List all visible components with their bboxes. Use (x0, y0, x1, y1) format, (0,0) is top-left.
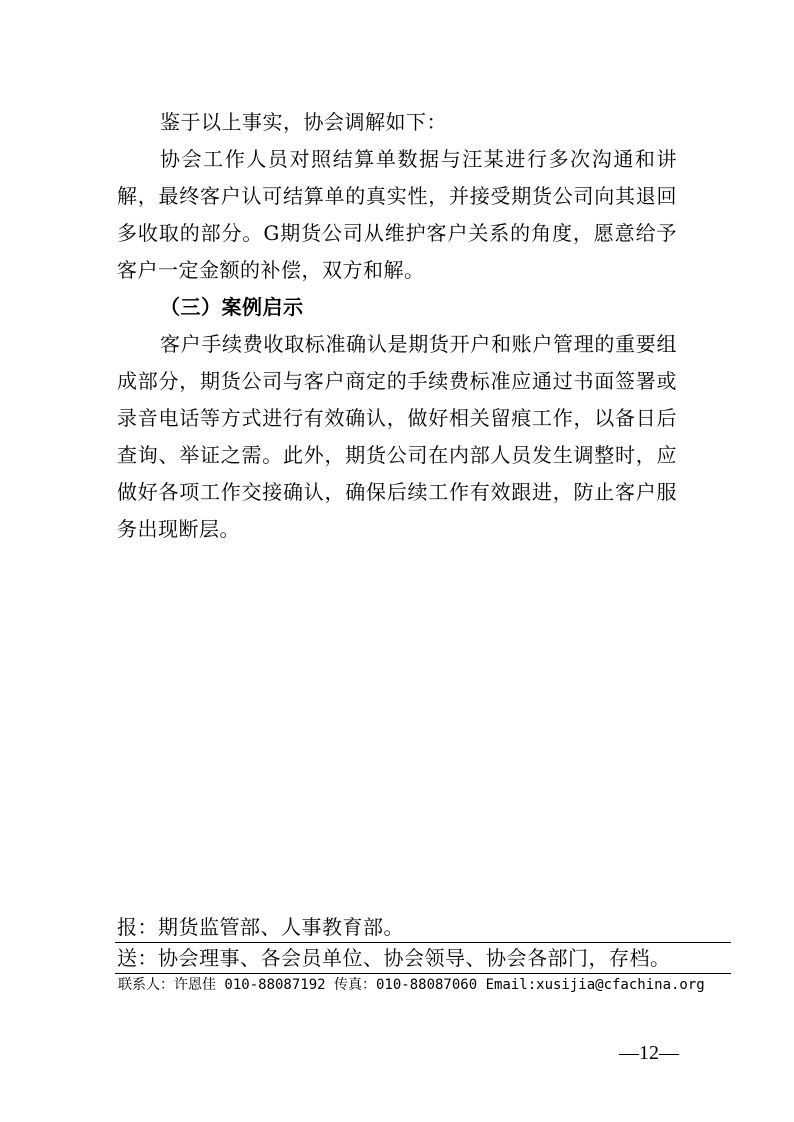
contact-line: 联系人：许恩佳 010-88087192 传真：010-88087060 Email:xusijia@cfachina.org (118, 977, 705, 993)
page-number: —12— (619, 1042, 679, 1064)
mediation-result-paragraph: 协会工作人员对照结算单数据与汪某进行多次沟通和讲解，最终客户认可结算单的真实性，并接受期货公司向其退回多收取的部分。G期货公司从维护客户关系的角度，愿意给予客户一定金额的补偿，双方和解。 (117, 147, 677, 282)
section-heading: （三）案例启示 (160, 295, 304, 319)
mediation-intro-paragraph: 鉴于以上事实，协会调解如下： (160, 110, 447, 134)
distribution-footer (115, 912, 731, 996)
document-body (117, 104, 677, 548)
report-to-line: 报：期货监管部、人事教育部。 (117, 915, 404, 939)
send-to-line: 送：协会理事、各会员单位、协会领导、协会各部门，存档。 (117, 946, 671, 970)
case-lesson-paragraph: 客户手续费收取标准确认是期货开户和账户管理的重要组成部分，期货公司与客户商定的手续费标准应通过书面签署或录音电话等方式进行有效确认，做好相关留痕工作，以备日后查询、举证之需。此外，期货公司在内部人员发生调整时，应做好各项工作交接确认，确保后续工作有效跟进，防止客户服务出现断层。 (117, 332, 677, 541)
